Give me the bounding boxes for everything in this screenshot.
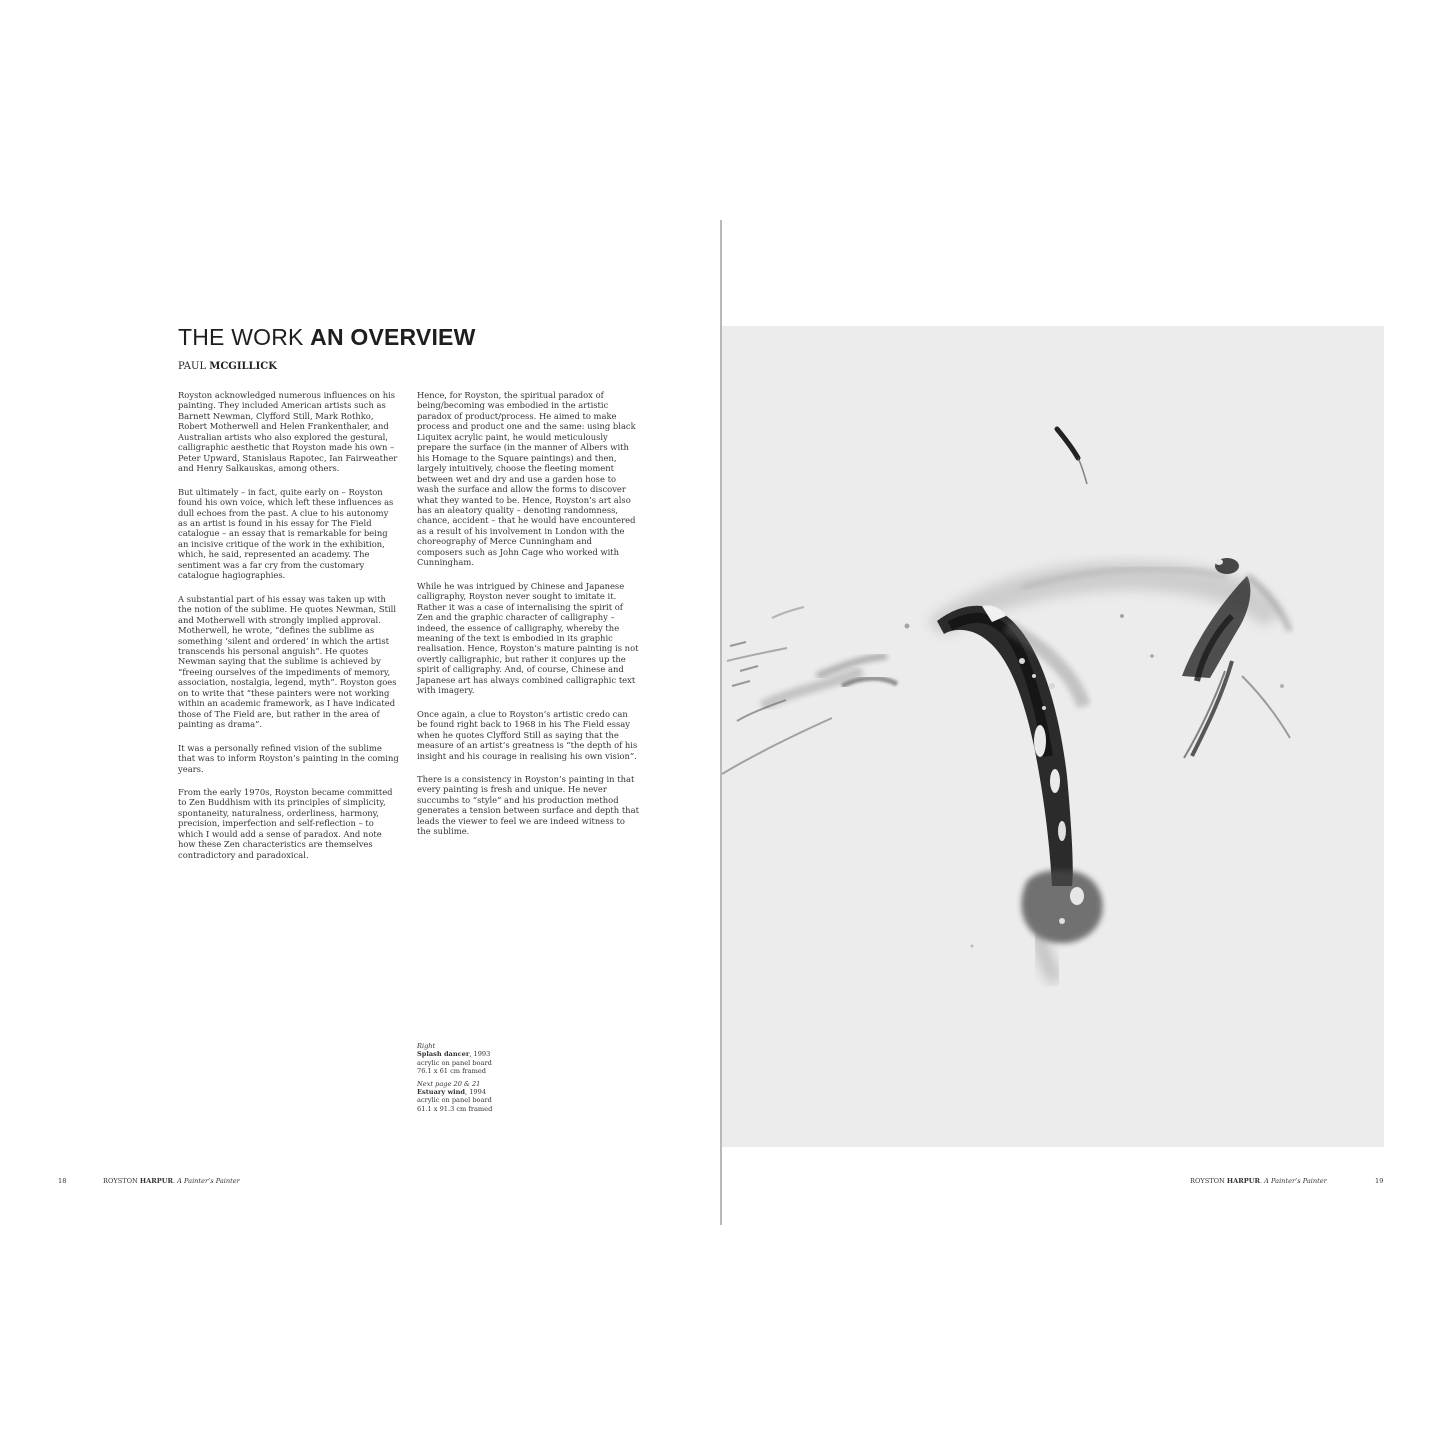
heading-bold: AN OVERVIEW bbox=[310, 324, 476, 350]
author-byline bbox=[178, 361, 277, 372]
caption-medium: acrylic on panel board bbox=[417, 1096, 492, 1105]
caption-year: , 1994 bbox=[465, 1088, 487, 1097]
footer-name-last: HARPUR bbox=[1226, 1177, 1260, 1185]
author-last-name: MCGILLICK bbox=[209, 361, 277, 372]
footer-right-page-number: 19 bbox=[1375, 1177, 1384, 1185]
footer-name-last: HARPUR bbox=[139, 1177, 173, 1185]
text-column-right bbox=[417, 390, 639, 850]
paragraph: But ultimately – in fact, quite early on – Royston found his own voice, which left these influences as dull echoes from the past. A clue to his autonomy as an artist is found in his essay for The Field catalogue – an essay that is remarkable for being an incisive critique of the work in the exhibition, which, he said, represented an academy. The sentiment was a far cry from the customary catalogue hagiographies. bbox=[178, 486, 394, 581]
paragraph: While he was intrigued by Chinese and Japanese calligraphy, Royston never sought to imitate it. Rather it was a case of internalising the spirit of Zen and the graphic character of calligraphy – indeed, the essence of calligraphy, whereby the meaning of the text is embodied in its graphic realisation. Hence, Royston’s mature painting is not overtly calligraphic, but rather it conjures up the spirit of calligraphy. And, of course, Chinese and Japanese art has always combined calligraphic text with imagery. bbox=[417, 580, 639, 696]
paragraph: A substantial part of his essay was taken up with the notion of the sublime. He quotes Newman, Still and Motherwell with strongly implied approval. Motherwell, he wrote, “defines the sublime as something ‘silent and ordered’ in which the artist transcends his personal anguish”. He quotes Newman saying that the sublime is achieved by “freeing ourselves of the impediments of memory, association, nostalgia, legend, myth”. Royston goes on to write that “these painters were not working within an academic framework, as I have indicated those of The Field are, but rather in the area of painting as drama”. bbox=[178, 593, 397, 730]
author-first-name: PAUL bbox=[178, 361, 210, 372]
caption-size: 61.1 x 91.3 cm framed bbox=[417, 1104, 493, 1113]
footer-name-first: ROYSTON bbox=[103, 1177, 140, 1185]
paragraph: Hence, for Royston, the spiritual paradox of being/becoming was embodied in the artistic paradox of product/process. He aimed to make process and product one and the same: using black Liquitex acrylic paint, he would meticulously prepare the surface (in the manner of Albers with his Homage to the Square paintings) and then, largely intuitively, choose the fleeting moment between wet and dry and use a garden hose to wash the surface and allow the forms to discover what they wanted to be. Hence, Royston’s art also has an aleatory quality – denoting randomness, chance, accident – that he would have encountered as a result of his involvement in London with the choreography of Merce Cunningham and composers such as John Cage who worked with Cunningham. bbox=[417, 390, 636, 568]
caption-title-line bbox=[417, 1088, 587, 1096]
ink-painting bbox=[722, 326, 1384, 1147]
caption-medium: acrylic on panel board bbox=[417, 1058, 492, 1067]
paragraph: Once again, a clue to Royston’s artistic credo can be found right back to 1968 in his The Field essay when he quotes Clyfford Still as saying that the measure of an artist’s greatness is “the depth of his insight and his courage in realising his own vision”. bbox=[417, 708, 638, 761]
caption-position: Next page 20 & 21 bbox=[417, 1079, 481, 1088]
article-heading bbox=[178, 324, 476, 351]
artwork-splash-dancer bbox=[722, 326, 1384, 1147]
footer-subtitle: A Painter’s Painter bbox=[1264, 1177, 1327, 1185]
caption-estuary-wind bbox=[417, 1080, 587, 1114]
image-captions bbox=[417, 1042, 587, 1117]
footer-subtitle: A Painter’s Painter bbox=[177, 1177, 240, 1185]
paragraph: It was a personally refined vision of the sublime that was to inform Royston’s painting in the coming years. bbox=[178, 742, 399, 774]
caption-title: Splash dancer bbox=[417, 1050, 470, 1059]
caption-splash-dancer bbox=[417, 1042, 587, 1076]
heading-light: THE WORK bbox=[178, 324, 311, 350]
paragraph: Royston acknowledged numerous influences on his painting. They included American artists such as Barnett Newman, Clyfford Still, Mark Rothko, Robert Motherwell and Helen Frankenthaler, and Australian artists who also explored the gestural, calligraphic aesthetic that Royston made his own – Peter Upward, Stanislaus Rapotec, Ian Fairweather and Henry Salkauskas, among others. bbox=[178, 390, 398, 474]
footer-left-running-title: ROYSTON HARPUR. A Painter’s Painter bbox=[103, 1177, 240, 1185]
footer-left-page-number: 18 bbox=[58, 1177, 67, 1185]
caption-title-line bbox=[417, 1050, 587, 1058]
paragraph: From the early 1970s, Royston became committed to Zen Buddhism with its principles of simplicity, spontaneity, naturalness, orderliness, harmony, precision, imperfection and self-reflection – to which I would add a sense of paradox. And note how these Zen characteristics are themselves contradictory and paradoxical. bbox=[178, 786, 393, 860]
paragraph: There is a consistency in Royston’s painting in that every painting is fresh and unique. He never succumbs to “style” and his production method generates a tension between surface and depth that leads the viewer to feel we are indeed witness to the sublime. bbox=[417, 773, 639, 837]
footer-right-running-title: ROYSTON HARPUR. A Painter’s Painter bbox=[1190, 1177, 1327, 1185]
caption-year: , 1993 bbox=[469, 1050, 491, 1059]
caption-title: Estuary wind bbox=[417, 1088, 466, 1097]
footer-name-first: ROYSTON bbox=[1190, 1177, 1227, 1185]
caption-size: 76.1 x 61 cm framed bbox=[417, 1067, 487, 1076]
caption-position: Right bbox=[417, 1042, 436, 1050]
text-column-left bbox=[178, 390, 400, 873]
